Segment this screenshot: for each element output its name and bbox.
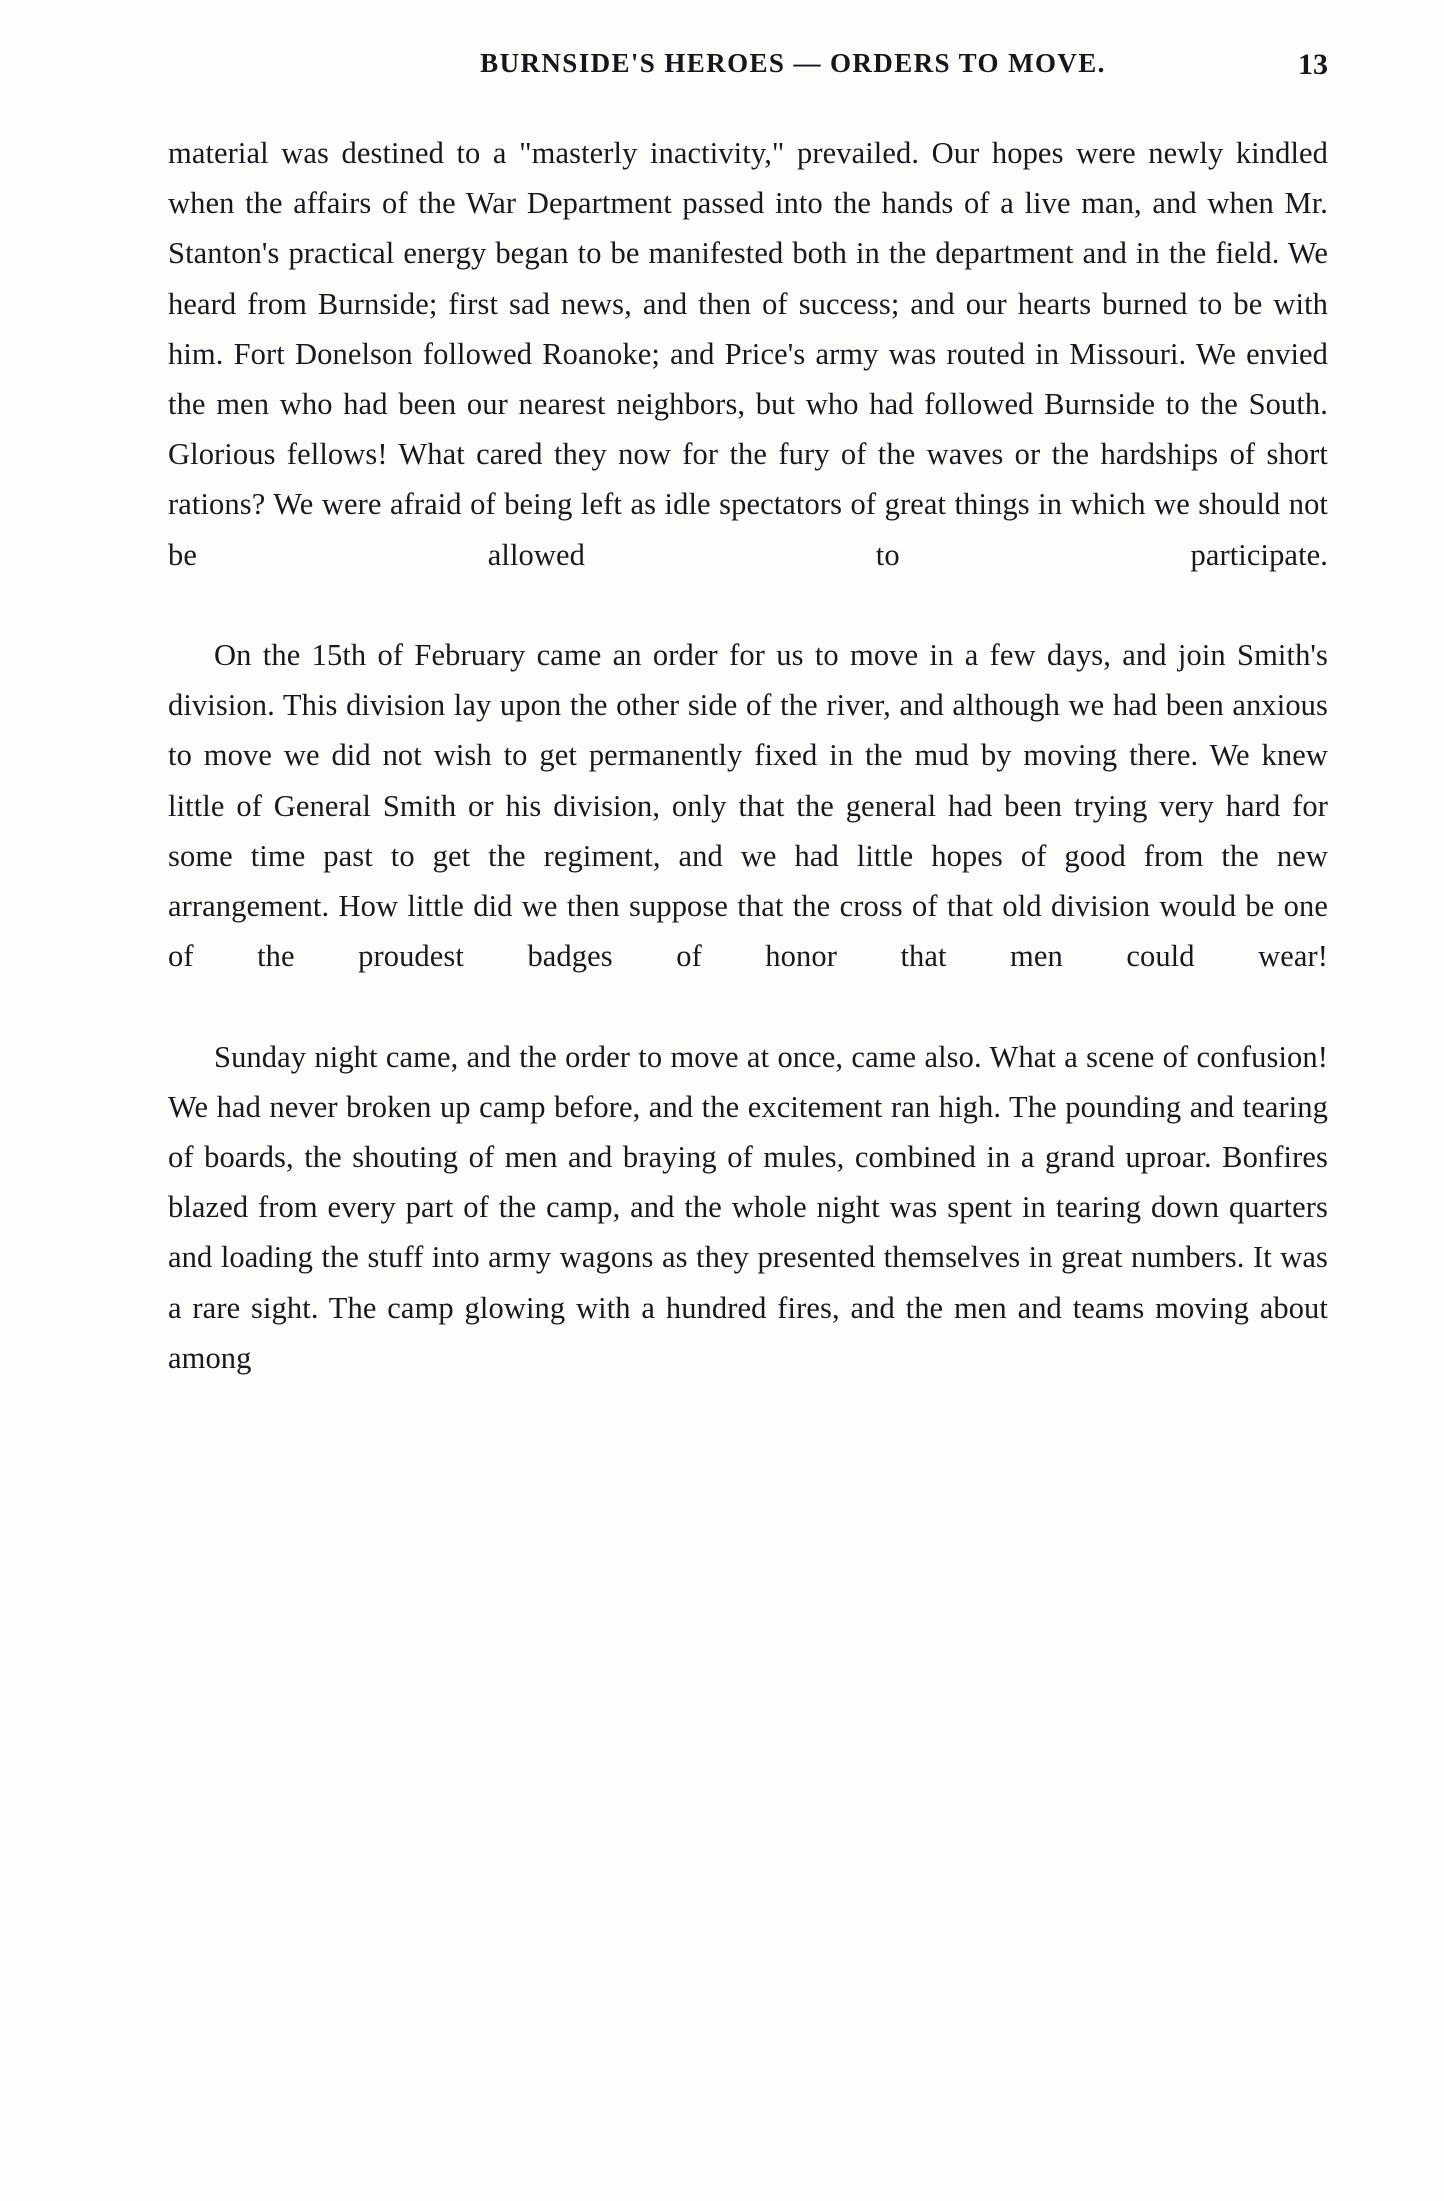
body-text xyxy=(168,128,1328,1433)
paragraph: Sunday night came, and the order to move at once, came also. What a scene of confusion! We had never broken up camp before, and the excitement ran high. The pounding and tearing of boards, the shouting of men and braying of mules, combined in a grand uproar. Bonfires blazed from every part of the camp, and the whole night was spent in tearing down quarters and loading the stuff into army wagons as they presented themselves in great numbers. It was a rare sight. The camp glowing with a hundred fires, and the men and teams moving about among xyxy=(168,1039,1328,1375)
running-title: BURNSIDE'S HEROES — ORDERS TO MOVE. xyxy=(480,48,1106,78)
page-content xyxy=(168,48,1328,1433)
page-number: 13 xyxy=(1298,48,1328,81)
paragraph: material was destined to a "masterly inactivity," prevailed. Our hopes were newly kindled when the affairs of the War Department passed into the hands of a live man, and when Mr. Stanton's practical energy began to be manifested both in the department and in the field. We heard from Burnside; first sad news, and then of success; and our hearts burned to be with him. Fort Donelson followed Roanoke; and Price's army was routed in Missouri. We envied the men who had been our nearest neighbors, but who had followed Burnside to the South. Glorious fellows! What cared they now for the fury of the waves or the hardships of short rations? We were afraid of being left as idle spectators of great things in which we should not be allowed to participate. xyxy=(168,136,1328,572)
paragraph: On the 15th of February came an order for us to move in a few days, and join Smith's division. This division lay upon the other side of the river, and although we had been anxious to move we did not wish to get permanently fixed in the mud by moving there. We knew little of General Smith or his division, only that the general had been trying very hard for some time past to get the regiment, and we had little hopes of good from the new arrangement. How little did we then suppose that the cross of that old division would be one of the proudest badges of honor that men could wear! xyxy=(168,638,1328,974)
running-head xyxy=(168,48,1328,100)
